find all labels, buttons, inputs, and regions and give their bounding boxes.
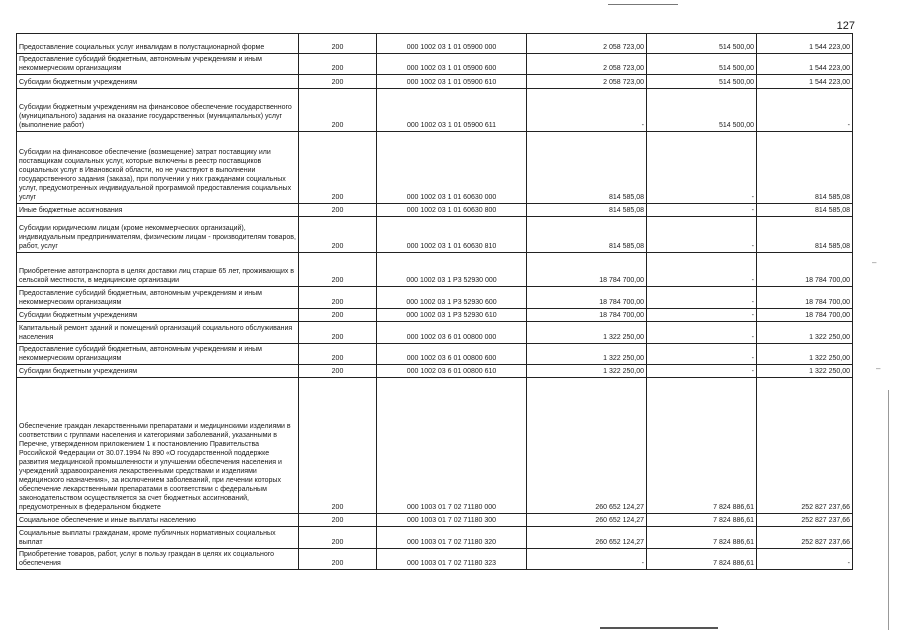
row-name: Предоставление субсидий бюджетным, автономным учреждениям и иным некоммерческим организациям: [17, 287, 299, 309]
table-row: [17, 204, 853, 217]
row-amount-unexecuted: 18 784 700,00: [757, 253, 853, 287]
row-name: Обеспечение граждан лекарственными препаратами и медицинскими изделиями в соответствии с группами населения и категориями заболеваний, указанными в Перечне, утвержденном приложением 1 к постановлению Правительства Российской Федерации от 30.07.1994 № 890 «О государственной поддержке развития медицинской промышленности и улучшении обеспечения населения и учреждений здравоохранения лекарственными средствами и изделиями медицинского назначения», за исключением заболеваний, при лечении которых обеспечение лекарственными препаратами в соответствии с федеральным законодательством осуществляется за счет бюджетных ассигнований, предусмотренных в федеральном бюджете: [17, 378, 299, 514]
row-classification: 000 1003 01 7 02 71180 000: [377, 378, 527, 514]
row-amount-approved: 18 784 700,00: [527, 287, 647, 309]
row-name: Субсидии юридическим лицам (кроме некоммерческих организаций), индивидуальным предпринимателям, физическим лицам - производителям товаров, работ, услуг: [17, 217, 299, 253]
row-amount-executed: 7 824 886,61: [647, 527, 757, 549]
row-amount-approved: -: [527, 549, 647, 570]
row-code: 200: [299, 54, 377, 75]
row-amount-approved: 2 058 723,00: [527, 54, 647, 75]
scan-top-rule: [608, 4, 678, 5]
row-classification: 000 1003 01 7 02 71180 320: [377, 527, 527, 549]
row-amount-unexecuted: 1 322 250,00: [757, 344, 853, 365]
table-row: [17, 549, 853, 570]
row-amount-executed: 7 824 886,61: [647, 549, 757, 570]
row-amount-unexecuted: 814 585,08: [757, 217, 853, 253]
row-classification: 000 1002 03 1 01 60630 810: [377, 217, 527, 253]
row-name: Субсидии бюджетным учреждениям: [17, 365, 299, 378]
row-amount-executed: -: [647, 287, 757, 309]
row-name: Предоставление субсидий бюджетным, автономным учреждениям и иным некоммерческим организациям: [17, 344, 299, 365]
row-amount-unexecuted: 1 322 250,00: [757, 322, 853, 344]
row-amount-executed: -: [647, 309, 757, 322]
row-classification: 000 1002 03 1 01 05900 000: [377, 34, 527, 54]
table-row: [17, 322, 853, 344]
row-amount-unexecuted: 1 544 223,00: [757, 54, 853, 75]
row-amount-unexecuted: 252 827 237,66: [757, 527, 853, 549]
row-classification: 000 1002 03 1 P3 52930 610: [377, 309, 527, 322]
row-amount-executed: 514 500,00: [647, 34, 757, 54]
row-code: 200: [299, 217, 377, 253]
row-classification: 000 1002 03 1 01 60630 800: [377, 204, 527, 217]
row-classification: 000 1003 01 7 02 71180 300: [377, 514, 527, 527]
row-amount-executed: 514 500,00: [647, 89, 757, 132]
row-code: 200: [299, 34, 377, 54]
row-amount-approved: 260 652 124,27: [527, 378, 647, 514]
row-code: 200: [299, 132, 377, 204]
page-number: 127: [836, 20, 855, 32]
row-amount-approved: 814 585,08: [527, 204, 647, 217]
row-amount-approved: 260 652 124,27: [527, 527, 647, 549]
row-amount-executed: -: [647, 204, 757, 217]
row-amount-unexecuted: 18 784 700,00: [757, 287, 853, 309]
row-amount-unexecuted: 252 827 237,66: [757, 514, 853, 527]
table-row: [17, 378, 853, 514]
row-code: 200: [299, 378, 377, 514]
row-amount-approved: 1 322 250,00: [527, 322, 647, 344]
table-row: [17, 34, 853, 54]
row-classification: 000 1002 03 1 P3 52930 000: [377, 253, 527, 287]
row-name: Субсидии на финансовое обеспечение (возмещение) затрат поставщику или поставщикам социальных услуг, которые включены в реестр поставщиков социальных услуг в Ивановской области, но не участвуют в выполнении государственного задания (заказа), при получении у них гражданами социальных услуг, предусмотренных индивидуальной программой предоставления социальных услуг: [17, 132, 299, 204]
row-classification: 000 1002 03 6 01 00800 600: [377, 344, 527, 365]
budget-table-body: [17, 34, 853, 570]
row-classification: 000 1002 03 6 01 00800 000: [377, 322, 527, 344]
row-classification: 000 1002 03 1 01 60630 000: [377, 132, 527, 204]
row-classification: 000 1002 03 6 01 00800 610: [377, 365, 527, 378]
row-name: Капитальный ремонт зданий и помещений организаций социального обслуживания населения: [17, 322, 299, 344]
table-row: [17, 365, 853, 378]
row-amount-unexecuted: -: [757, 89, 853, 132]
row-name: Иные бюджетные ассигнования: [17, 204, 299, 217]
row-amount-executed: -: [647, 344, 757, 365]
scan-edge-line: [888, 390, 889, 630]
row-amount-unexecuted: 1 544 223,00: [757, 34, 853, 54]
row-amount-unexecuted: -: [757, 549, 853, 570]
table-row: [17, 527, 853, 549]
row-amount-approved: 1 322 250,00: [527, 344, 647, 365]
row-amount-approved: 18 784 700,00: [527, 309, 647, 322]
scan-artifact: –: [876, 364, 881, 373]
table-row: [17, 287, 853, 309]
row-classification: 000 1003 01 7 02 71180 323: [377, 549, 527, 570]
row-name: Субсидии бюджетным учреждениям: [17, 309, 299, 322]
row-amount-executed: -: [647, 322, 757, 344]
table-row: [17, 514, 853, 527]
row-amount-executed: 7 824 886,61: [647, 514, 757, 527]
row-code: 200: [299, 89, 377, 132]
scan-artifact: –: [872, 258, 877, 267]
row-code: 200: [299, 527, 377, 549]
row-code: 200: [299, 253, 377, 287]
budget-table: [16, 33, 853, 570]
table-row: [17, 132, 853, 204]
row-code: 200: [299, 75, 377, 89]
row-amount-approved: 814 585,08: [527, 132, 647, 204]
row-classification: 000 1002 03 1 P3 52930 600: [377, 287, 527, 309]
row-amount-executed: 514 500,00: [647, 75, 757, 89]
table-row: [17, 309, 853, 322]
table-row: [17, 217, 853, 253]
row-code: 200: [299, 204, 377, 217]
table-row: [17, 75, 853, 89]
row-name: Социальные выплаты гражданам, кроме публичных нормативных социальных выплат: [17, 527, 299, 549]
row-amount-unexecuted: 814 585,08: [757, 204, 853, 217]
row-amount-approved: 260 652 124,27: [527, 514, 647, 527]
row-amount-approved: 18 784 700,00: [527, 253, 647, 287]
table-row: [17, 54, 853, 75]
row-name: Приобретение товаров, работ, услуг в пользу граждан в целях их социального обеспечения: [17, 549, 299, 570]
row-amount-executed: -: [647, 253, 757, 287]
row-code: 200: [299, 514, 377, 527]
row-code: 200: [299, 287, 377, 309]
row-code: 200: [299, 549, 377, 570]
row-name: Субсидии бюджетным учреждениям на финансовое обеспечение государственного (муниципального) задания на оказание государственных (муниципальных) услуг (выполнение работ): [17, 89, 299, 132]
row-classification: 000 1002 03 1 01 05900 610: [377, 75, 527, 89]
row-code: 200: [299, 365, 377, 378]
row-amount-executed: 514 500,00: [647, 54, 757, 75]
row-amount-unexecuted: 252 827 237,66: [757, 378, 853, 514]
row-name: Предоставление субсидий бюджетным, автономным учреждениям и иным некоммерческим организациям: [17, 54, 299, 75]
row-amount-unexecuted: 814 585,08: [757, 132, 853, 204]
row-code: 200: [299, 322, 377, 344]
row-classification: 000 1002 03 1 01 05900 611: [377, 89, 527, 132]
row-amount-approved: 1 322 250,00: [527, 365, 647, 378]
table-row: [17, 89, 853, 132]
row-amount-executed: -: [647, 132, 757, 204]
table-row: [17, 253, 853, 287]
row-name: Приобретение автотранспорта в целях доставки лиц старше 65 лет, проживающих в сельской местности, в медицинские организации: [17, 253, 299, 287]
row-amount-executed: -: [647, 217, 757, 253]
row-name: Социальное обеспечение и иные выплаты населению: [17, 514, 299, 527]
row-name: Субсидии бюджетным учреждениям: [17, 75, 299, 89]
row-amount-approved: 2 058 723,00: [527, 34, 647, 54]
row-amount-executed: 7 824 886,61: [647, 378, 757, 514]
row-amount-unexecuted: 1 322 250,00: [757, 365, 853, 378]
scan-bottom-rule: [600, 627, 718, 629]
row-amount-unexecuted: 1 544 223,00: [757, 75, 853, 89]
row-amount-unexecuted: 18 784 700,00: [757, 309, 853, 322]
row-name: Предоставление социальных услуг инвалидам в полустационарной форме: [17, 34, 299, 54]
row-code: 200: [299, 309, 377, 322]
row-code: 200: [299, 344, 377, 365]
row-amount-approved: 2 058 723,00: [527, 75, 647, 89]
row-amount-approved: 814 585,08: [527, 217, 647, 253]
row-amount-approved: -: [527, 89, 647, 132]
row-classification: 000 1002 03 1 01 05900 600: [377, 54, 527, 75]
table-row: [17, 344, 853, 365]
row-amount-executed: -: [647, 365, 757, 378]
